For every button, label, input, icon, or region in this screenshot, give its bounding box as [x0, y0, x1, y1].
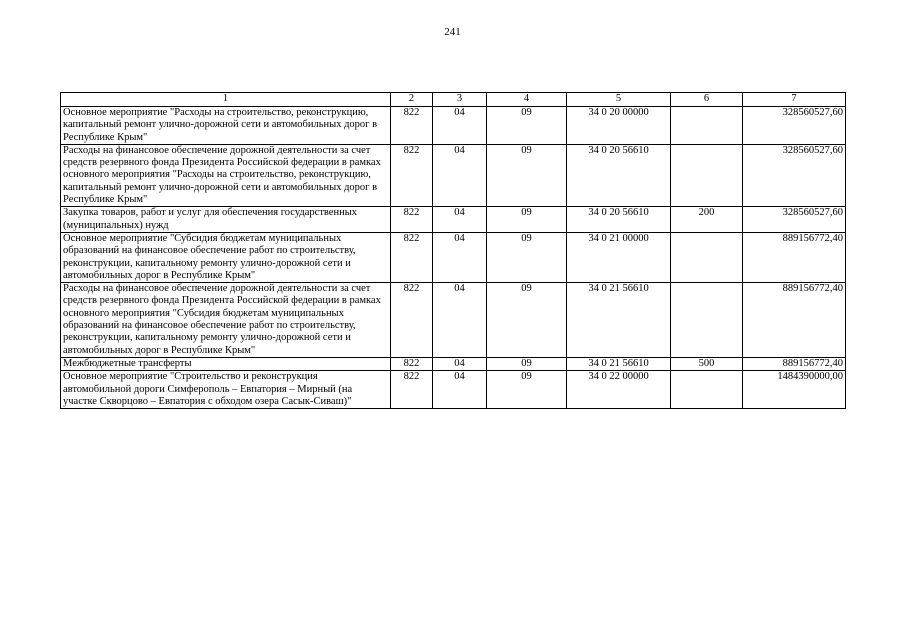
- header-cell: 7: [743, 93, 846, 107]
- subsection-code: 09: [487, 357, 567, 370]
- target-article-code: 34 0 21 00000: [567, 232, 671, 282]
- section-code: 04: [433, 283, 487, 358]
- ministry-code: 822: [391, 357, 433, 370]
- header-cell: 1: [61, 93, 391, 107]
- target-article-code: 34 0 21 56610: [567, 283, 671, 358]
- table-row: [61, 232, 846, 282]
- subsection-code: 09: [487, 107, 567, 145]
- subsection-code: 09: [487, 371, 567, 409]
- amount: 1484390000,00: [743, 371, 846, 409]
- target-article-code: 34 0 20 56610: [567, 144, 671, 206]
- section-code: 04: [433, 371, 487, 409]
- header-row: [61, 93, 846, 107]
- header-cell: 2: [391, 93, 433, 107]
- target-article-code: 34 0 22 00000: [567, 371, 671, 409]
- expense-type-code: [671, 144, 743, 206]
- section-code: 04: [433, 144, 487, 206]
- ministry-code: 822: [391, 283, 433, 358]
- target-article-code: 34 0 20 00000: [567, 107, 671, 145]
- expense-type-code: [671, 283, 743, 358]
- section-code: 04: [433, 207, 487, 233]
- ministry-code: 822: [391, 144, 433, 206]
- amount: 889156772,40: [743, 357, 846, 370]
- amount: 328560527,60: [743, 107, 846, 145]
- section-code: 04: [433, 232, 487, 282]
- row-name: Межбюджетные трансферты: [61, 357, 391, 370]
- section-code: 04: [433, 107, 487, 145]
- header-cell: 6: [671, 93, 743, 107]
- row-name: Основное мероприятие "Строительство и реконструкция автомобильной дороги Симферополь – Евпатория – Мирный (на участке Скворцово – Евпатория с обходом озера Сасык-Сиваш)": [61, 371, 391, 409]
- ministry-code: 822: [391, 207, 433, 233]
- section-code: 04: [433, 357, 487, 370]
- ministry-code: 822: [391, 371, 433, 409]
- amount: 889156772,40: [743, 283, 846, 358]
- row-name: Основное мероприятие "Расходы на строительство, реконструкцию, капитальный ремонт улично-дорожной сети и автомобильных дорог в Республике Крым": [61, 107, 391, 145]
- header-cell: 5: [567, 93, 671, 107]
- subsection-code: 09: [487, 207, 567, 233]
- table-row: [61, 357, 846, 370]
- amount: 889156772,40: [743, 232, 846, 282]
- budget-table: [60, 92, 846, 409]
- row-name: Закупка товаров, работ и услуг для обеспечения государственных (муниципальных) нужд: [61, 207, 391, 233]
- subsection-code: 09: [487, 232, 567, 282]
- ministry-code: 822: [391, 107, 433, 145]
- table-row: [61, 283, 846, 358]
- row-name: Основное мероприятие "Субсидия бюджетам муниципальных образований на финансовое обеспечение работ по строительству, реконструкции, капитальному ремонту улично-дорожной сети и автомобильных дорог в Республике Крым": [61, 232, 391, 282]
- amount: 328560527,60: [743, 144, 846, 206]
- page-number: 241: [444, 26, 461, 38]
- expense-type-code: [671, 371, 743, 409]
- expense-type-code: [671, 232, 743, 282]
- header-cell: 3: [433, 93, 487, 107]
- table-row: [61, 107, 846, 145]
- table-row: [61, 371, 846, 409]
- header-cell: 4: [487, 93, 567, 107]
- target-article-code: 34 0 20 56610: [567, 207, 671, 233]
- target-article-code: 34 0 21 56610: [567, 357, 671, 370]
- ministry-code: 822: [391, 232, 433, 282]
- table-row: [61, 144, 846, 206]
- subsection-code: 09: [487, 283, 567, 358]
- row-name: Расходы на финансовое обеспечение дорожной деятельности за счет средств резервного фонда Президента Российской федерации в рамках основного мероприятия "Расходы на строительство, реконструкцию, капитальный ремонт улично-дорожной сети и автомобильных дорог в Республике Крым": [61, 144, 391, 206]
- table-row: [61, 207, 846, 233]
- row-name: Расходы на финансовое обеспечение дорожной деятельности за счет средств резервного фонда Президента Российской федерации в рамках основного мероприятия "Субсидия бюджетам муниципальных образований на финансовое обеспечение работ по строительству, реконструкции, капитальному ремонту улично-дорожной сети и автомобильных дорог в Республике Крым": [61, 283, 391, 358]
- amount: 328560527,60: [743, 207, 846, 233]
- subsection-code: 09: [487, 144, 567, 206]
- expense-type-code: [671, 107, 743, 145]
- expense-type-code: 500: [671, 357, 743, 370]
- expense-type-code: 200: [671, 207, 743, 233]
